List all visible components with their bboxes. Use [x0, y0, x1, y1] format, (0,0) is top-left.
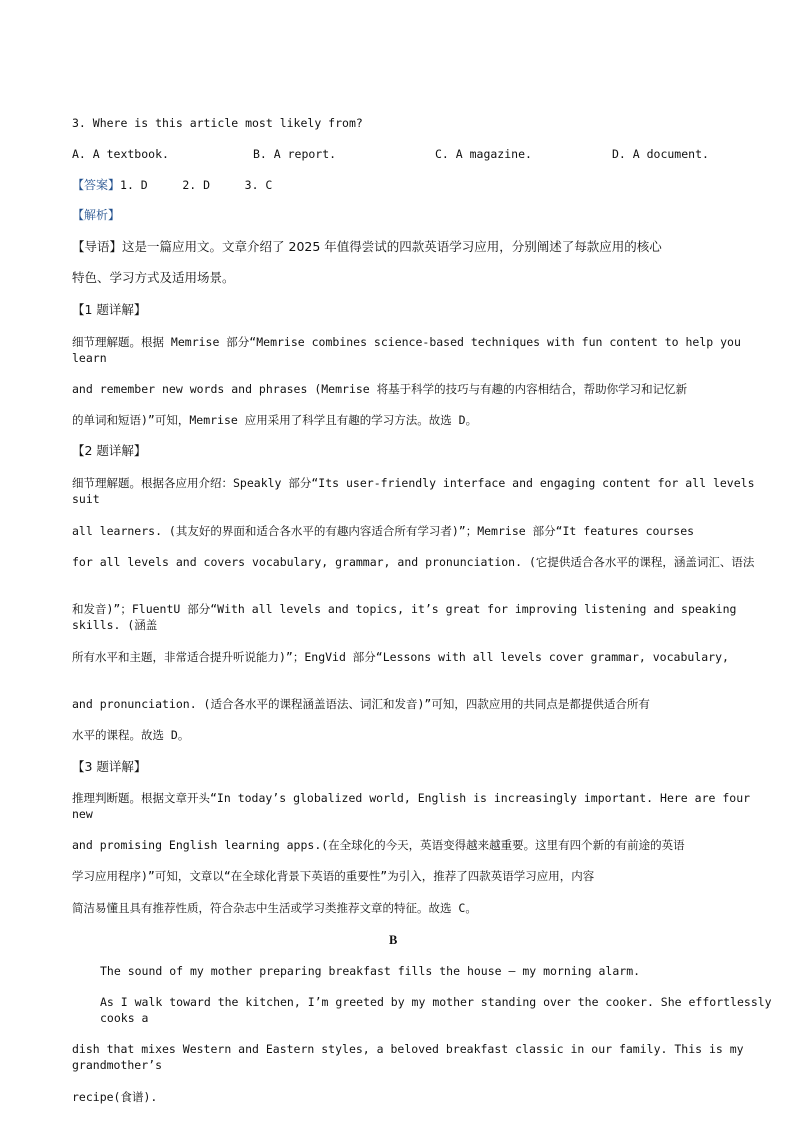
- q2-heading: 【2 题详解】: [72, 443, 147, 458]
- passage-b-line-4: recipe(食谱).: [72, 1090, 158, 1104]
- q3-line-1: 推理判断题。根据文章开头“In today’s globalized world, English is increasingly important. Here are four new: [72, 791, 751, 821]
- question-3-text: 3. Where is this article most likely from?: [72, 116, 363, 130]
- q2-line-2: all learners. (其友好的界面和适合各水平的有趣内容适合所有学习者)”；Memrise 部分“It features courses: [72, 524, 695, 538]
- passage-b-line-2: As I walk toward the kitchen, I’m greeted by my mother standing over the cooker. She effortlessly cooks a: [100, 995, 772, 1025]
- q2-line-6: and pronunciation. (适合各水平的课程涵盖语法、词汇和发音)”可知，四款应用的共同点是都提供适合所有: [72, 697, 650, 711]
- answer-text: 1. D 2. D 3. C: [120, 178, 273, 192]
- guide-text-1: 这是一篇应用文。文章介绍了 2025 年值得尝试的四款英语学习应用，分别阐述了每款应用的核心: [122, 239, 662, 254]
- option-d: D. A document.: [612, 147, 709, 161]
- analysis-tag-line: [72, 207, 120, 223]
- option-b: B. A report.: [253, 147, 337, 161]
- q3-line-3: 学习应用程序)”可知，文章以“在全球化背景下英语的重要性”为引入，推荐了四款英语学习应用，内容: [72, 869, 595, 883]
- q1-heading: 【1 题详解】: [72, 302, 147, 317]
- q2-line-7: 水平的课程。故选 D。: [72, 728, 190, 742]
- passage-b-line-3: dish that mixes Western and Eastern styles, a beloved breakfast classic in our family. This is my grandmother’s: [72, 1042, 744, 1072]
- option-c: C. A magazine.: [435, 147, 532, 161]
- q1-line-2: and remember new words and phrases (Memrise 将基于科学的技巧与有趣的内容相结合，帮助你学习和记忆新: [72, 382, 688, 396]
- q1-line-1: 细节理解题。根据 Memrise 部分“Memrise combines science-based techniques with fun content to help you learn: [72, 335, 741, 365]
- guide-tag: 【导语】: [72, 239, 123, 254]
- q2-line-5: 所有水平和主题，非常适合提升听说能力)”；EngVid 部分“Lessons with all levels cover grammar, vocabulary,: [72, 650, 729, 664]
- analysis-tag: 【解析】: [72, 208, 121, 222]
- passage-b-title: B: [389, 933, 398, 947]
- option-a: A. A textbook.: [72, 147, 169, 161]
- answer-tag: 【答案】: [72, 178, 121, 192]
- q1-line-3: 的单词和短语)”可知，Memrise 应用采用了科学且有趣的学习方法。故选 D。: [72, 413, 478, 427]
- q2-line-4: 和发音)”；FluentU 部分“With all levels and topics, it’s great for improving listening and speaking skills. (涵盖: [72, 602, 737, 632]
- q3-line-2: and promising English learning apps.(在全球化的今天，英语变得越来越重要。这里有四个新的有前途的英语: [72, 838, 685, 852]
- guide-line-2: 特色、学习方式及适用场景。: [72, 270, 235, 285]
- answer-line: [72, 177, 272, 193]
- q2-line-3: for all levels and covers vocabulary, grammar, and pronunciation. (它提供适合各水平的课程，涵盖词汇、语法: [72, 555, 755, 569]
- q3-line-4: 简洁易懂且具有推荐性质，符合杂志中生活或学习类推荐文章的特征。故选 C。: [72, 901, 477, 915]
- q3-heading: 【3 题详解】: [72, 759, 147, 774]
- guide-line-1: [72, 239, 662, 255]
- passage-b-line-1: The sound of my mother preparing breakfast fills the house — my morning alarm.: [100, 964, 641, 978]
- q2-line-1: 细节理解题。根据各应用介绍：Speakly 部分“Its user-friendly interface and engaging content for all levels suit: [72, 476, 755, 506]
